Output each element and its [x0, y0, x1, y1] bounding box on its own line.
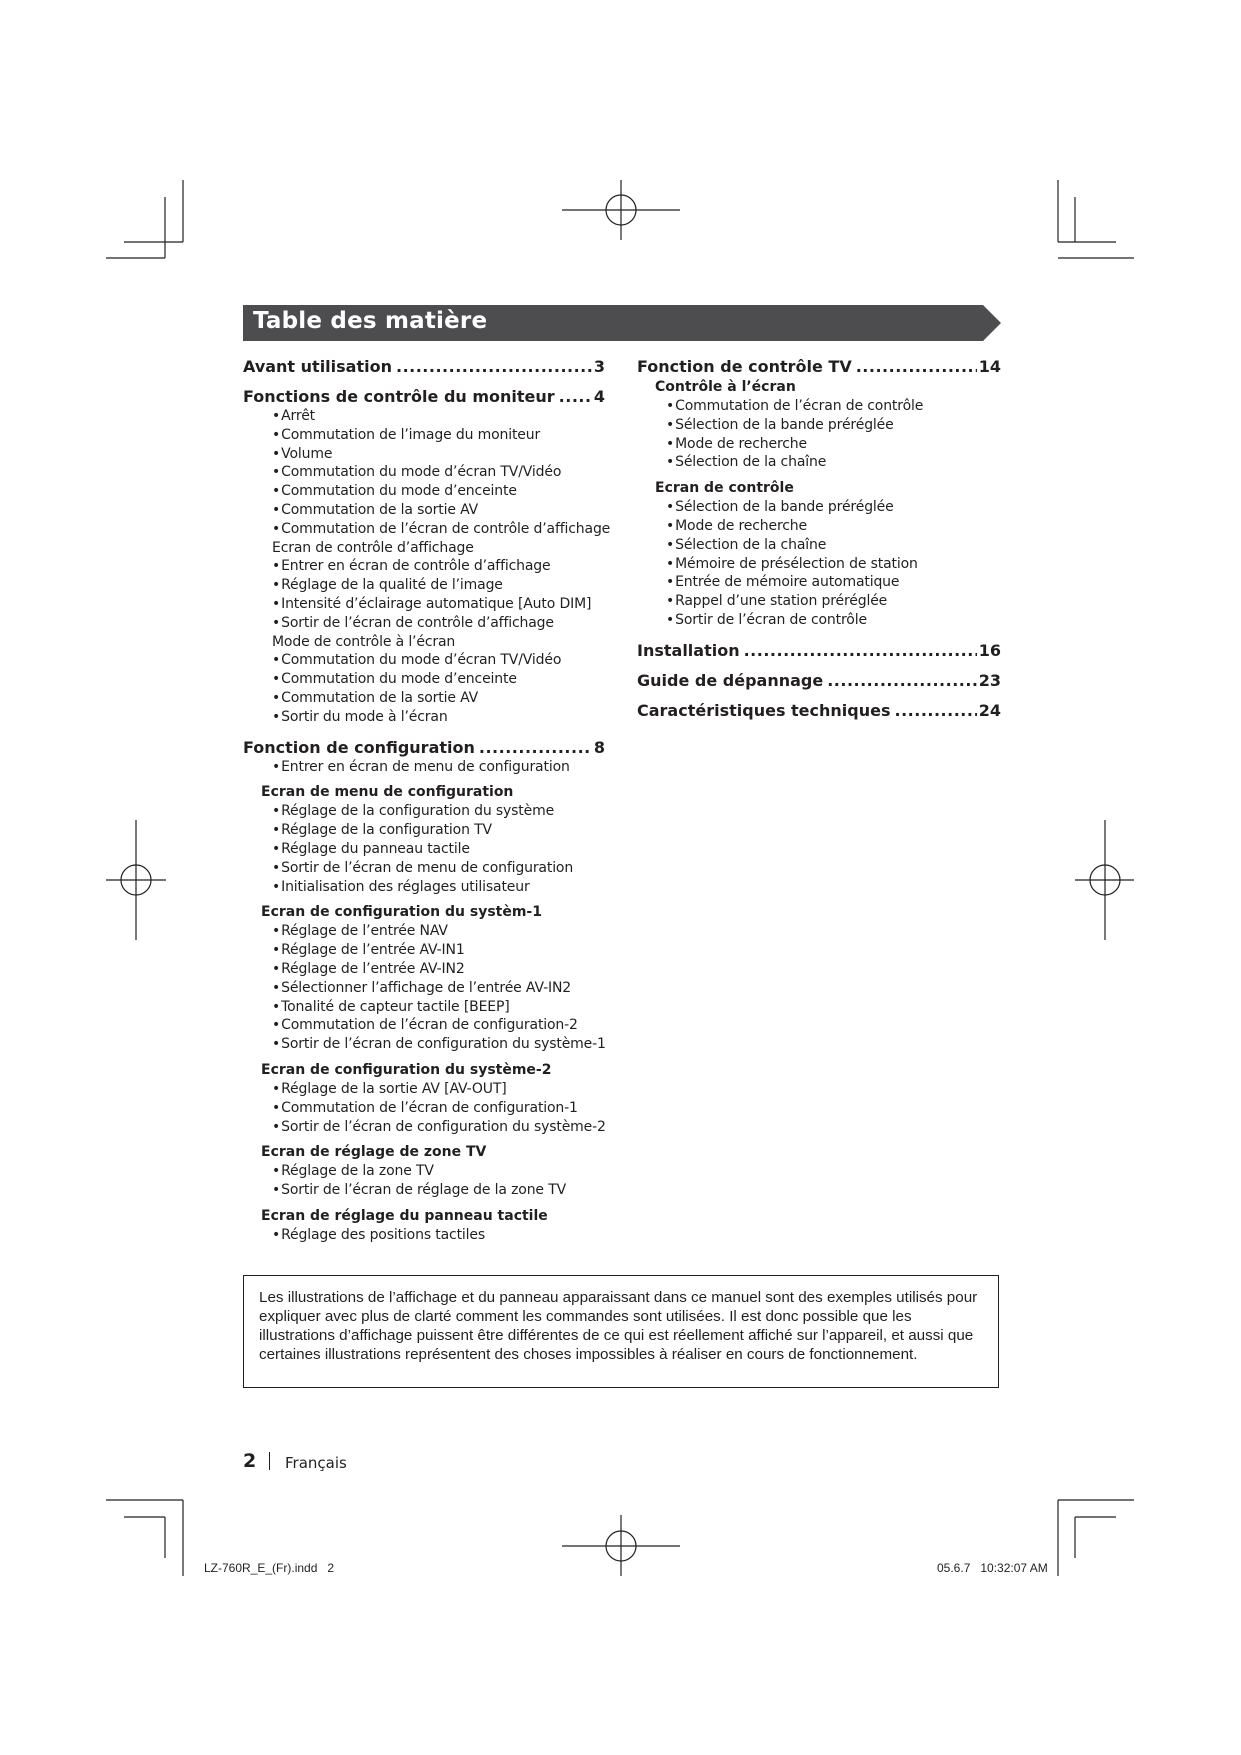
toc-heading-title: Caractéristiques techniques — [637, 700, 891, 720]
toc-item — [243, 758, 605, 777]
dot-leader — [895, 701, 977, 721]
toc-item — [637, 453, 1001, 472]
bullet-icon: • — [666, 517, 675, 534]
bullet-icon: • — [272, 878, 281, 895]
slug-filename: LZ-760R_E_(Fr).indd 2 — [204, 1561, 335, 1575]
page-title: Table des matière — [253, 308, 488, 334]
bullet-icon: • — [272, 1099, 281, 1116]
toc-heading[interactable] — [243, 738, 605, 758]
bullet-icon: • — [666, 593, 675, 610]
bullet-icon: • — [272, 1163, 281, 1180]
toc-item-text: Sortir de l’écran de configuration du système-1 — [281, 1036, 606, 1053]
bullet-icon: • — [272, 803, 281, 820]
toc-item-text: Sélection de la chaîne — [675, 454, 827, 471]
page-number-separator — [269, 1452, 270, 1470]
toc-item-text: Rappel d’une station préréglée — [675, 593, 888, 610]
dot-leader — [744, 641, 977, 661]
bullet-icon: • — [272, 445, 281, 462]
bullet-icon: • — [272, 520, 281, 537]
bullet-icon: • — [666, 454, 675, 471]
bullet-icon: • — [272, 979, 281, 996]
toc-item — [243, 1181, 605, 1200]
toc-item-text: Sortir de l’écran de contrôle — [675, 611, 867, 628]
toc-item-text: Réglage de l’entrée NAV — [281, 923, 448, 940]
notice-box — [243, 1275, 999, 1388]
bullet-icon: • — [272, 1080, 281, 1097]
toc-item — [243, 979, 605, 998]
toc-item — [243, 941, 605, 960]
toc-item — [243, 1118, 605, 1137]
toc-item — [243, 463, 605, 482]
toc-item — [637, 498, 1001, 517]
toc-item — [243, 998, 605, 1017]
toc-item-text: Commutation de la sortie AV — [281, 689, 479, 706]
toc-heading[interactable] — [243, 357, 605, 377]
toc-item-text: Entrer en écran de contrôle d’affichage — [281, 558, 551, 575]
toc-item — [243, 501, 605, 520]
toc-item — [637, 536, 1001, 555]
toc-item — [243, 960, 605, 979]
toc-item-text: Arrêt — [281, 408, 315, 424]
toc-heading[interactable] — [637, 357, 1001, 377]
bullet-icon: • — [272, 923, 281, 940]
page-number: 2 — [243, 1450, 257, 1472]
title-banner — [243, 305, 1001, 341]
toc-item-text: Réglage de l’entrée AV-IN2 — [281, 960, 465, 977]
toc-heading[interactable] — [637, 671, 1001, 691]
toc-item — [637, 592, 1001, 611]
toc-item — [243, 708, 605, 727]
toc-item-text: Commutation de l’écran de contrôle — [675, 398, 924, 414]
bullet-icon: • — [272, 998, 281, 1015]
toc-heading[interactable] — [243, 387, 605, 407]
bullet-icon: • — [272, 822, 281, 839]
toc-item-text: Réglage du panneau tactile — [281, 840, 470, 857]
bullet-icon: • — [272, 708, 281, 725]
toc-item-text: Entrée de mémoire automatique — [675, 574, 900, 591]
bullet-icon: • — [666, 416, 675, 433]
toc-item-text: Commutation de l’écran de contrôle d’affichage — [281, 520, 611, 537]
toc-page-number: 16 — [978, 640, 1001, 660]
toc-item — [637, 435, 1001, 454]
toc-item-text: Sélection de la bande préréglée — [675, 499, 894, 516]
bullet-icon: • — [272, 960, 281, 977]
bullet-icon: • — [272, 614, 281, 631]
toc-page-number: 3 — [593, 357, 605, 376]
toc-item — [243, 1099, 605, 1118]
toc-item-text: Réglage des positions tactiles — [281, 1226, 486, 1243]
toc-heading-title: Fonction de contrôle TV — [637, 357, 852, 376]
toc-item — [243, 557, 605, 576]
bullet-icon: • — [272, 652, 281, 669]
toc-page-number: 14 — [978, 357, 1001, 376]
bullet-icon: • — [272, 859, 281, 876]
toc-heading-title: Guide de dépannage — [637, 670, 824, 690]
dot-leader — [856, 357, 977, 377]
toc-subheading: Ecran de menu de configuration — [261, 784, 514, 801]
toc-item-text: Ecran de contrôle d’affichage — [272, 539, 474, 556]
bullet-icon: • — [666, 536, 675, 553]
toc-item — [243, 878, 605, 897]
toc-item-text: Initialisation des réglages utilisateur — [281, 878, 530, 895]
toc-item-text: Sortir de l’écran de configuration du système-2 — [281, 1118, 606, 1135]
toc-right-column — [637, 357, 1001, 721]
bullet-icon: • — [666, 555, 675, 572]
toc-item — [243, 859, 605, 878]
toc-subheading: Ecran de contrôle — [655, 480, 794, 497]
toc-item — [243, 1226, 605, 1245]
bullet-icon: • — [272, 671, 281, 688]
toc-item-text: Réglage de la configuration du système — [281, 803, 555, 820]
toc-item — [243, 922, 605, 941]
toc-item-text: Commutation de l’écran de configuration-2 — [281, 1017, 578, 1034]
toc-item — [243, 426, 605, 445]
toc-item — [243, 840, 605, 859]
language-label: Français — [285, 1454, 347, 1472]
toc-item — [243, 1035, 605, 1054]
toc-item-text: Commutation de l’image du moniteur — [281, 426, 541, 443]
toc-item-text: Sortir de l’écran de contrôle d’affichage — [281, 614, 554, 631]
bullet-icon: • — [666, 611, 675, 628]
notice-text: Les illustrations de l’affichage et du panneau apparaissant dans ce manuel sont des exemples utilisés pour expliquer avec plus de clarté comment les commandes sont utilisées. Il est donc possible que les illustrations d’affichage puissent être différentes de ce qui est réellement affiché sur l’appareil, et aussi que certaines illustrations représentent des choses impossibles à réaliser en cours de fonctionnement. — [259, 1289, 978, 1363]
bullet-icon: • — [272, 1118, 281, 1135]
bullet-icon: • — [272, 558, 281, 575]
bullet-icon: • — [272, 464, 281, 481]
toc-item — [243, 614, 605, 633]
bullet-icon: • — [272, 758, 281, 775]
bullet-icon: • — [272, 1182, 281, 1199]
slug-date: 05.6.7 10:32:07 AM — [937, 1561, 1048, 1575]
toc-item-text: Réglage de la qualité de l’image — [281, 577, 503, 594]
toc-item-text: Commutation de la sortie AV — [281, 501, 479, 518]
toc-item-text: Mode de recherche — [675, 435, 807, 452]
toc-item — [637, 517, 1001, 536]
bullet-icon: • — [272, 595, 281, 612]
toc-subheading: Ecran de configuration du systèm-1 — [261, 904, 542, 921]
toc-page-number: 8 — [593, 737, 605, 757]
toc-section-label — [243, 633, 605, 652]
toc-item-text: Entrer en écran de menu de configuration — [281, 758, 570, 775]
toc-item-text: Réglage de la configuration TV — [281, 822, 492, 839]
bullet-icon: • — [666, 499, 675, 516]
bullet-icon: • — [272, 483, 281, 500]
toc-section-label — [243, 539, 605, 558]
toc-item-text: Sélection de la bande préréglée — [675, 416, 894, 433]
toc-item — [637, 611, 1001, 630]
toc-item-text: Sélectionner l’affichage de l’entrée AV-IN2 — [281, 979, 572, 996]
toc-item-text: Commutation du mode d’écran TV/Vidéo — [281, 464, 562, 481]
bullet-icon: • — [272, 501, 281, 518]
dot-leader — [827, 671, 977, 691]
dot-leader — [479, 738, 592, 758]
toc-heading[interactable] — [637, 641, 1001, 661]
toc-subheading: Ecran de réglage de zone TV — [261, 1144, 487, 1161]
toc-item-text: Commutation du mode d’enceinte — [281, 671, 517, 688]
toc-item-text: Volume — [281, 445, 333, 462]
toc-item — [637, 416, 1001, 435]
bullet-icon: • — [666, 574, 675, 591]
toc-heading[interactable] — [637, 701, 1001, 721]
toc-item — [243, 595, 605, 614]
toc-item — [243, 1162, 605, 1181]
toc-item-text: Intensité d’éclairage automatique [Auto DIM] — [281, 595, 592, 612]
bullet-icon: • — [272, 840, 281, 857]
toc-subheading: Ecran de configuration du système-2 — [261, 1061, 552, 1078]
toc-heading-title: Avant utilisation — [243, 357, 392, 376]
toc-heading-title: Fonctions de contrôle du moniteur — [243, 387, 555, 406]
toc-item — [243, 407, 605, 426]
bullet-icon: • — [272, 942, 281, 959]
toc-item-text: Sortir de l’écran de réglage de la zone TV — [281, 1182, 567, 1199]
bullet-icon: • — [272, 426, 281, 443]
toc-item — [243, 445, 605, 464]
toc-item-text: Réglage de la sortie AV [AV-OUT] — [281, 1080, 507, 1097]
toc-heading-title: Fonction de configuration — [243, 737, 475, 757]
toc-item — [243, 689, 605, 708]
toc-item-text: Sélection de la chaîne — [675, 536, 827, 553]
toc-item — [243, 482, 605, 501]
toc-item — [243, 576, 605, 595]
toc-page-number: 4 — [593, 387, 605, 406]
toc-item — [243, 1080, 605, 1099]
toc-item-text: Réglage de la zone TV — [281, 1163, 434, 1180]
toc-item-text: Commutation du mode d’écran TV/Vidéo — [281, 652, 562, 669]
bullet-icon: • — [272, 577, 281, 594]
bullet-icon: • — [272, 689, 281, 706]
toc-item-text: Commutation de l’écran de configuration-1 — [281, 1099, 578, 1116]
toc-heading-title: Installation — [637, 640, 740, 660]
toc-item — [243, 670, 605, 689]
toc-item — [243, 520, 611, 539]
toc-item-text: Sortir du mode à l’écran — [281, 708, 448, 725]
toc-item-text: Commutation du mode d’enceinte — [281, 483, 517, 500]
toc-item-text: Sortir de l’écran de menu de configuration — [281, 859, 574, 876]
toc-item — [243, 821, 605, 840]
toc-item-text: Mode de contrôle à l’écran — [272, 633, 456, 650]
toc-item-text: Réglage de l’entrée AV-IN1 — [281, 942, 465, 959]
toc-subheading: Contrôle à l’écran — [655, 379, 796, 395]
toc-item — [637, 573, 1001, 592]
bullet-icon: • — [272, 1226, 281, 1243]
toc-item-text: Mode de recherche — [675, 517, 807, 534]
bullet-icon: • — [666, 398, 675, 414]
bullet-icon: • — [272, 1017, 281, 1034]
bullet-icon: • — [272, 408, 281, 424]
toc-page-number: 24 — [978, 700, 1001, 720]
toc-item — [637, 555, 1001, 574]
bullet-icon: • — [272, 1036, 281, 1053]
dot-leader — [559, 387, 592, 407]
toc-item — [243, 802, 605, 821]
toc-subheading: Ecran de réglage du panneau tactile — [261, 1207, 548, 1224]
toc-page-number: 23 — [978, 670, 1001, 690]
toc-left-column — [243, 357, 611, 1245]
toc-item — [637, 397, 1001, 416]
bullet-icon: • — [666, 435, 675, 452]
toc-item-text: Mémoire de présélection de station — [675, 555, 918, 572]
toc-item-text: Tonalité de capteur tactile [BEEP] — [281, 998, 510, 1015]
toc-item — [243, 651, 605, 670]
dot-leader — [396, 357, 592, 377]
toc-item — [243, 1016, 605, 1035]
